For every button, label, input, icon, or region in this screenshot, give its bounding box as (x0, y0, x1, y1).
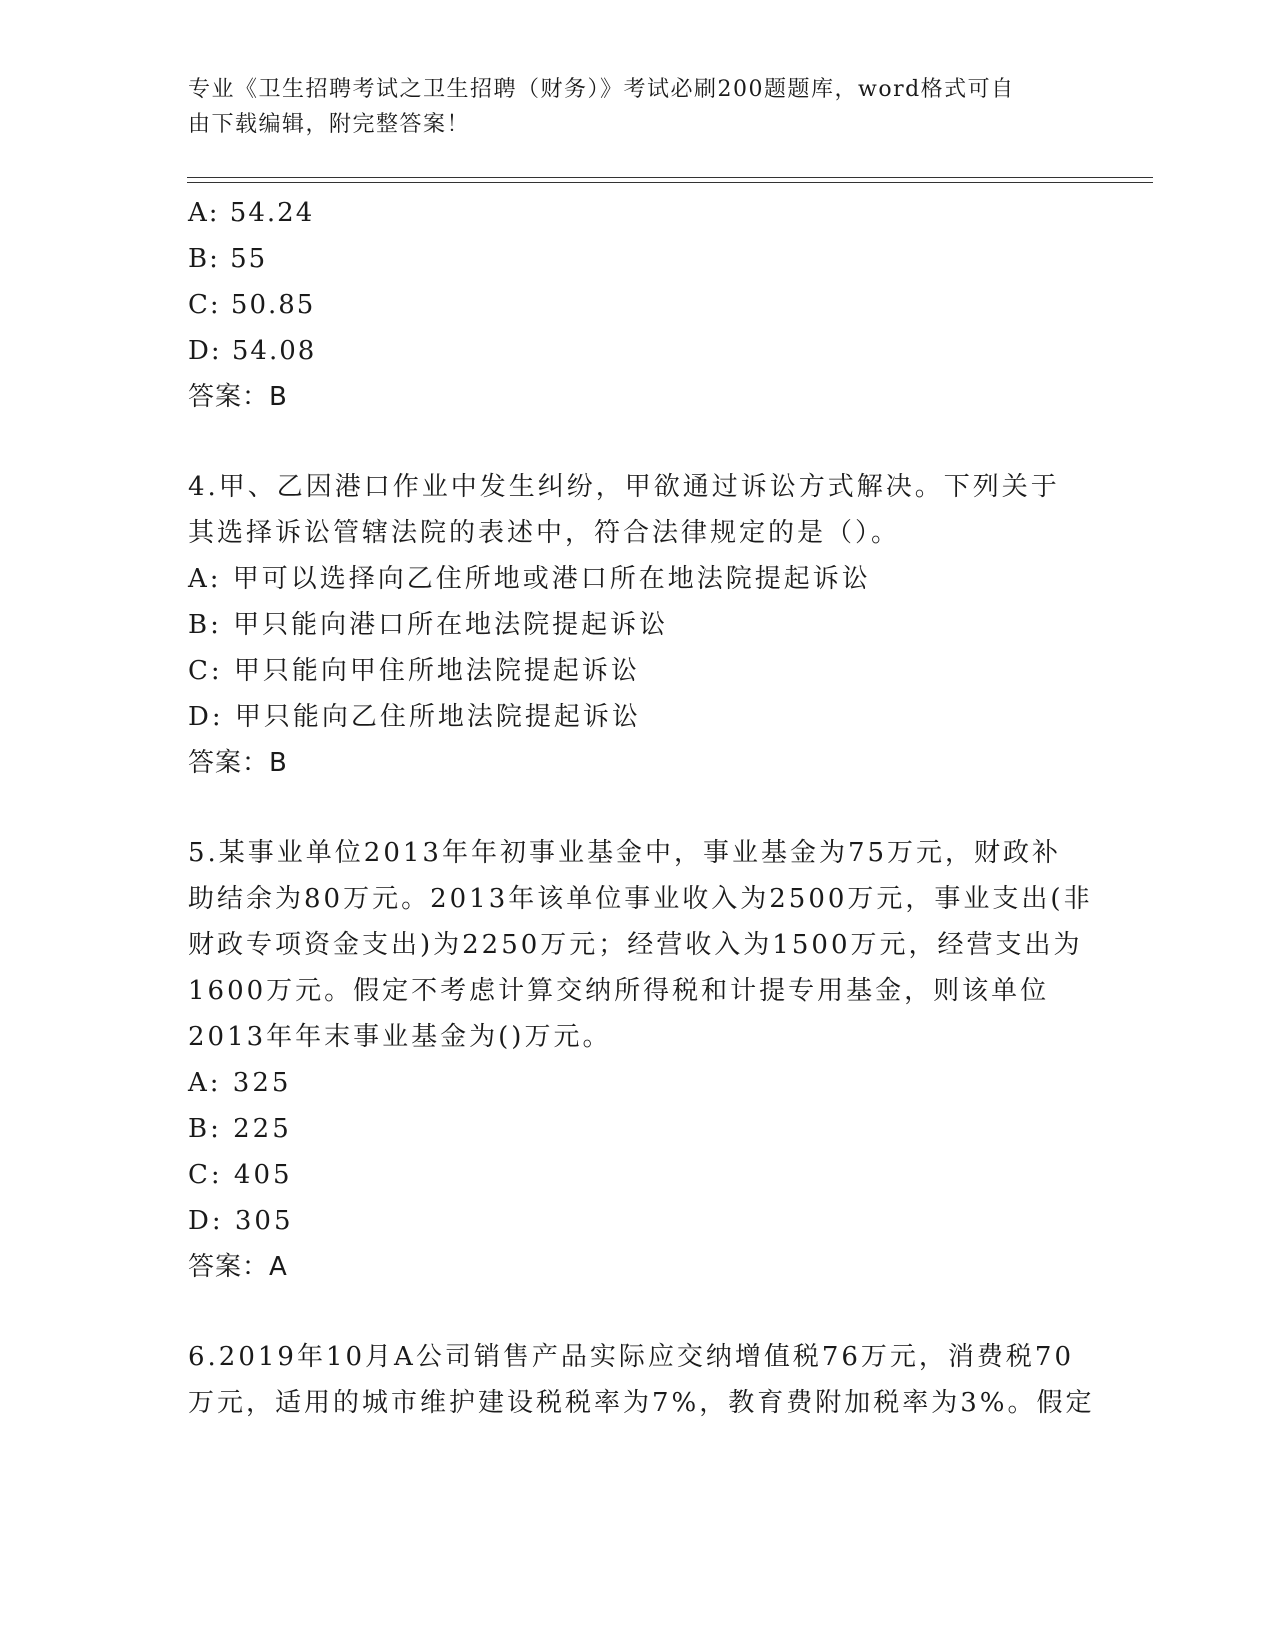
spacer (188, 1290, 1088, 1334)
answer-line: 答案：A (188, 1252, 288, 1282)
answer-line: 答案：B (188, 382, 288, 412)
spacer (188, 786, 1088, 830)
spacer (188, 420, 1088, 464)
question-stem-line: 4.甲、乙因港口作业中发生纠纷，甲欲通过诉讼方式解决。下列关于 (188, 472, 1060, 502)
option-d: D: 甲只能向乙住所地法院提起诉讼 (188, 702, 641, 732)
question-stem-line: 2013年年末事业基金为()万元。 (188, 1022, 612, 1052)
option-c: C: 405 (188, 1160, 293, 1190)
option-a: A: 甲可以选择向乙住所地或港口所在地法院提起诉讼 (188, 564, 871, 594)
question-stem-line: 其选择诉讼管辖法院的表述中，符合法律规定的是（）。 (188, 518, 901, 548)
option-b: B: 55 (188, 244, 268, 274)
question-stem-line: 助结余为80万元。2013年该单位事业收入为2500万元，事业支出(非 (188, 884, 1093, 914)
document-body (188, 190, 1095, 1426)
header-title-line-1: 专业《卫生招聘考试之卫生招聘（财务）》考试必刷200题题库，word格式可自 (188, 77, 1015, 102)
option-b: B: 甲只能向港口所在地法院提起诉讼 (188, 610, 669, 640)
question-3 (188, 190, 1088, 420)
option-a: A: 325 (188, 1068, 292, 1098)
option-a: A: 54.24 (188, 198, 315, 228)
document-header (188, 72, 1068, 142)
question-stem-line: 6.2019年10月A公司销售产品实际应交纳增值税76万元，消费税70 (188, 1342, 1075, 1372)
option-c: C: 甲只能向甲住所地法院提起诉讼 (188, 656, 640, 686)
option-d: D: 305 (188, 1206, 294, 1236)
answer-line: 答案：B (188, 748, 288, 778)
question-stem-line: 万元，适用的城市维护建设税税率为7%，教育费附加税率为3%。假定 (188, 1388, 1095, 1418)
header-title-line-2: 由下载编辑，附完整答案！ (188, 112, 471, 137)
question-6 (188, 1334, 1095, 1426)
question-stem-line: 1600万元。假定不考虑计算交纳所得税和计提专用基金，则该单位 (188, 976, 1050, 1006)
question-stem-line: 5.某事业单位2013年年初事业基金中，事业基金为75万元，财政补 (188, 838, 1062, 868)
question-stem-line: 财政专项资金支出)为2250万元；经营收入为1500万元，经营支出为 (188, 930, 1083, 960)
question-5 (188, 830, 1093, 1290)
header-divider-top (187, 177, 1153, 178)
option-b: B: 225 (188, 1114, 292, 1144)
option-d: D: 54.08 (188, 336, 317, 366)
header-divider-bottom (187, 182, 1153, 183)
option-c: C: 50.85 (188, 290, 316, 320)
question-4 (188, 464, 1088, 786)
